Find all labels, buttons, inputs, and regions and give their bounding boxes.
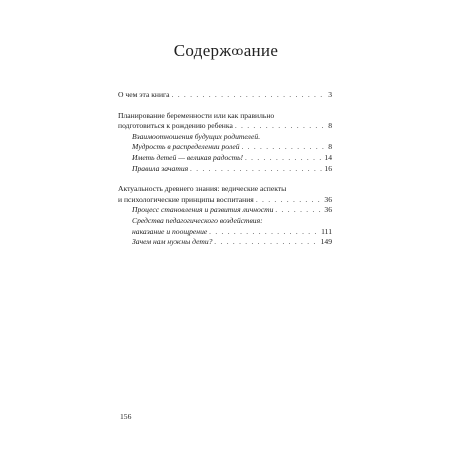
toc-entry-text: Правила зачатия bbox=[132, 163, 189, 173]
title-start: Содерж bbox=[173, 41, 232, 60]
toc-page-number: 8 bbox=[328, 121, 332, 131]
leader-dots bbox=[209, 227, 319, 238]
toc-page-number: 111 bbox=[321, 226, 332, 236]
leader-dots bbox=[190, 164, 322, 175]
toc-subentry-why-children[interactable] bbox=[118, 237, 332, 248]
page-title bbox=[0, 41, 452, 61]
toc-entry-text: подготовиться к рождению ребенка bbox=[118, 121, 233, 131]
toc-entry-text: Взаимоотношения будущих родителей. bbox=[132, 131, 261, 141]
toc-entry-text-line1: Средства педагогического воздействия: bbox=[132, 215, 263, 225]
toc-page-number: 36 bbox=[324, 194, 332, 204]
toc-entry-text: Зачем нам нужны дети? bbox=[132, 237, 213, 247]
toc-page-number: 16 bbox=[324, 163, 332, 173]
toc-subentry-parents-relationship[interactable] bbox=[118, 132, 332, 143]
toc-entry-text: Мудрость в распределении ролей bbox=[132, 142, 240, 152]
title-end: ание bbox=[243, 41, 279, 60]
table-of-contents bbox=[118, 90, 332, 248]
toc-entry-ancient-knowledge[interactable] bbox=[118, 184, 332, 205]
toc-subentry-wisdom-roles[interactable] bbox=[118, 142, 332, 153]
leader-dots bbox=[214, 237, 318, 248]
toc-entry-text: Процесс становления и развития личности bbox=[132, 205, 274, 215]
toc-subentry-conception-rules[interactable] bbox=[118, 164, 332, 175]
page-number: 156 bbox=[120, 412, 132, 421]
section-gap bbox=[118, 174, 332, 184]
toc-entry-text-line1: Актуальность древнего знания: ведические аспекты bbox=[118, 184, 287, 194]
toc-page-number: 3 bbox=[328, 90, 332, 99]
toc-entry-text: Иметь детей — великая радость! bbox=[132, 152, 244, 162]
leader-dots bbox=[172, 90, 327, 101]
section-gap bbox=[118, 101, 332, 111]
toc-entry-about-book[interactable] bbox=[118, 90, 332, 101]
toc-page-number: 36 bbox=[324, 205, 332, 215]
toc-entry-text: и психологические принципы воспитания bbox=[118, 194, 254, 204]
toc-entry-text-line1: Планирование беременности или как правильно bbox=[118, 110, 275, 120]
leader-dots bbox=[235, 121, 326, 132]
title-ornament: ꝏ bbox=[231, 44, 244, 58]
leader-dots bbox=[242, 142, 327, 153]
toc-subentry-pedagogical-means[interactable] bbox=[118, 216, 332, 237]
toc-entry-text: наказание и поощрение bbox=[132, 226, 208, 236]
toc-subentry-personality-development[interactable] bbox=[118, 205, 332, 216]
toc-page-number: 14 bbox=[324, 152, 332, 162]
toc-entry-pregnancy-planning[interactable] bbox=[118, 111, 332, 132]
toc-page-number: 8 bbox=[328, 142, 332, 152]
leader-dots bbox=[256, 195, 323, 206]
toc-entry-text: О чем эта книга bbox=[118, 90, 170, 99]
leader-dots bbox=[275, 205, 322, 216]
toc-subentry-great-joy[interactable] bbox=[118, 153, 332, 164]
toc-page-number: 149 bbox=[320, 237, 332, 247]
leader-dots bbox=[245, 153, 322, 164]
